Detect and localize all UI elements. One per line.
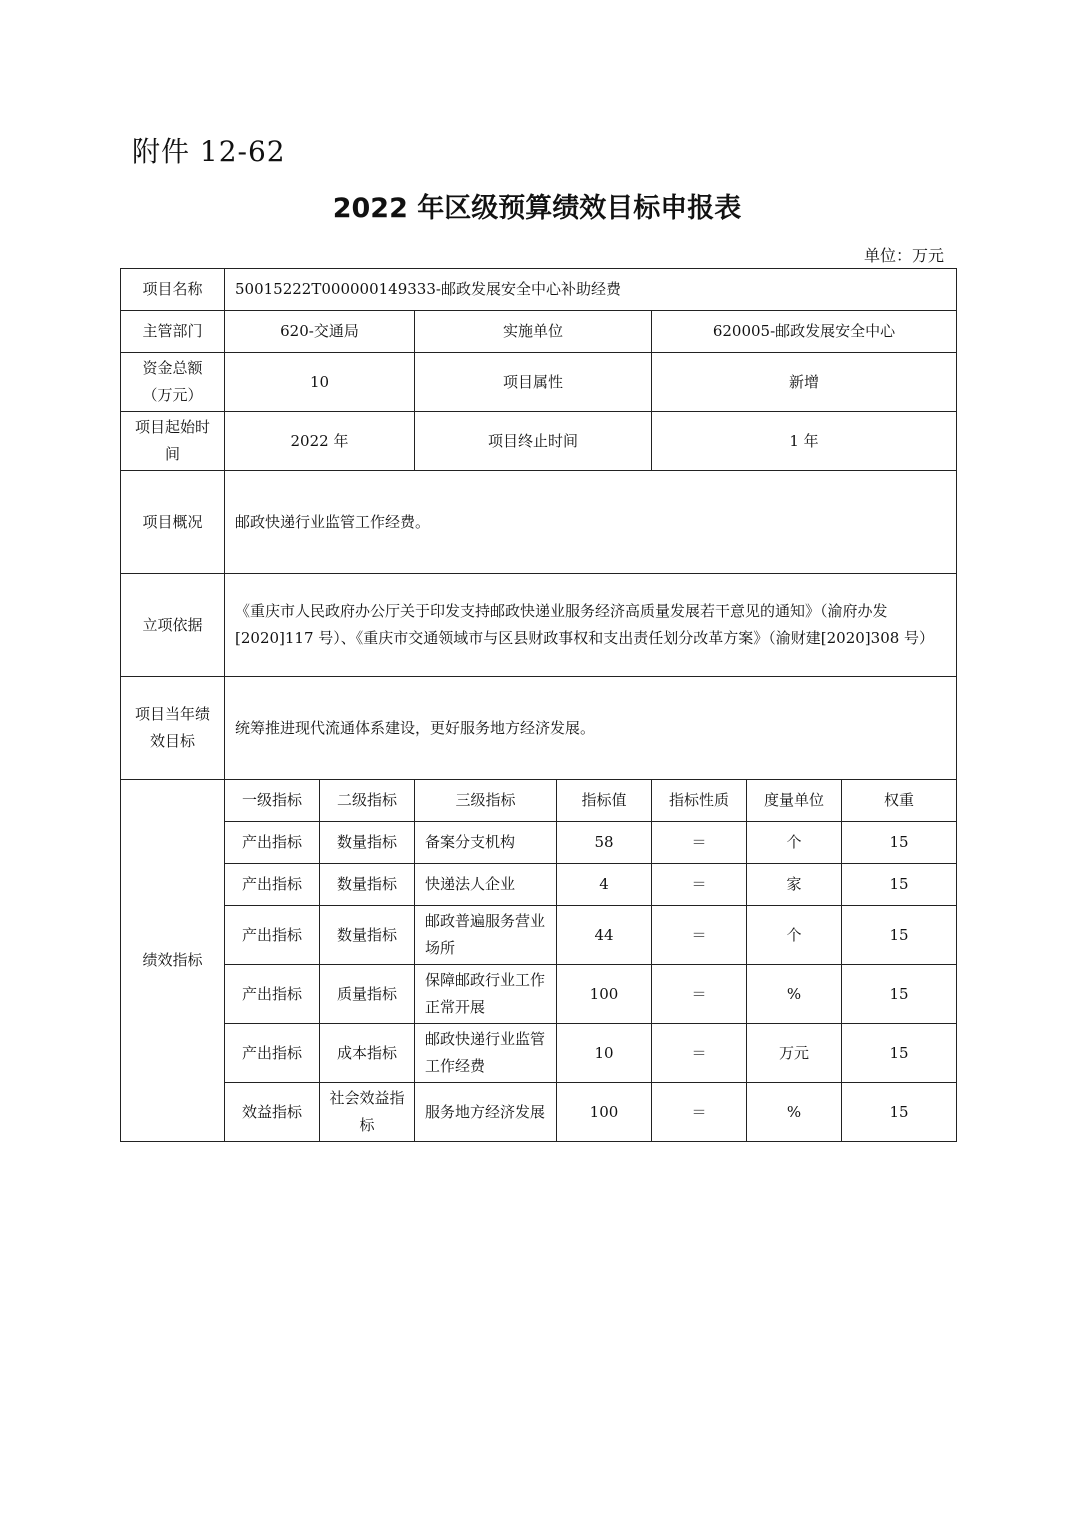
level2-cell: 成本指标: [320, 1024, 415, 1083]
level1-cell: 产出指标: [225, 864, 320, 906]
funds-label-line2: （万元）: [142, 386, 203, 404]
header-level3: 三级指标: [415, 780, 557, 822]
level3-cell: 备案分支机构: [415, 822, 557, 864]
unit-cell: 家: [747, 864, 842, 906]
dept-value: 620-交通局: [225, 311, 415, 353]
level2-cell: 数量指标: [320, 906, 415, 965]
weight-cell: 15: [842, 1083, 957, 1142]
nature-cell: ＝: [652, 1083, 747, 1142]
level1-cell: 产出指标: [225, 965, 320, 1024]
unit-cell: %: [747, 1083, 842, 1142]
budget-target-table: [120, 268, 957, 1142]
dept-label: 主管部门: [121, 311, 225, 353]
funds-label: [121, 353, 225, 412]
goal-label-line1: 项目当年绩: [134, 705, 210, 723]
level2-cell: 数量指标: [320, 864, 415, 906]
basis-value: 《重庆市人民政府办公厅关于印发支持邮政快递业服务经济高质量发展若干意见的通知》（渝府办发[2020]117 号）、《重庆市交通领域市与区县财政事权和支出责任划分改革方案》（渝财建[2020]308 号）: [225, 574, 957, 677]
weight-cell: 15: [842, 864, 957, 906]
nature-cell: ＝: [652, 906, 747, 965]
start-label-line2: 间: [164, 445, 180, 463]
nature-cell: ＝: [652, 965, 747, 1024]
row-basis: [121, 574, 957, 677]
row-project-name: [121, 269, 957, 311]
indicator-row: [121, 1083, 957, 1142]
level3-cell: 服务地方经济发展: [415, 1083, 557, 1142]
overview-label: 项目概况: [121, 471, 225, 574]
indicator-row: [121, 822, 957, 864]
attachment-number: 附件 12-62: [132, 135, 286, 168]
level1-cell: 产出指标: [225, 906, 320, 965]
header-weight: 权重: [842, 780, 957, 822]
level3-cell: 保障邮政行业工作正常开展: [415, 965, 557, 1024]
value-cell: 100: [557, 965, 652, 1024]
level2-cell: 质量指标: [320, 965, 415, 1024]
level1-cell: 效益指标: [225, 1083, 320, 1142]
level2-cell: 社会效益指标: [320, 1083, 415, 1142]
level3-cell: 邮政普遍服务营业场所: [415, 906, 557, 965]
row-goal: [121, 677, 957, 780]
overview-value: 邮政快递行业监管工作经费。: [225, 471, 957, 574]
unit-cell: %: [747, 965, 842, 1024]
start-label-line1: 项目起始时: [134, 418, 210, 436]
impl-value: 620005-邮政发展安全中心: [652, 311, 957, 353]
level2-cell: 数量指标: [320, 822, 415, 864]
row-period: [121, 412, 957, 471]
row-overview: [121, 471, 957, 574]
weight-cell: 15: [842, 965, 957, 1024]
header-level1: 一级指标: [225, 780, 320, 822]
unit-cell: 个: [747, 906, 842, 965]
weight-cell: 15: [842, 1024, 957, 1083]
indicator-row: [121, 906, 957, 965]
end-value: 1 年: [652, 412, 957, 471]
level1-cell: 产出指标: [225, 1024, 320, 1083]
basis-label: 立项依据: [121, 574, 225, 677]
attr-value: 新增: [652, 353, 957, 412]
unit-note: 单位：万元: [863, 246, 944, 265]
value-cell: 44: [557, 906, 652, 965]
indicator-row: [121, 1024, 957, 1083]
goal-label: [121, 677, 225, 780]
header-unit: 度量单位: [747, 780, 842, 822]
goal-value: 统筹推进现代流通体系建设，更好服务地方经济发展。: [225, 677, 957, 780]
header-value: 指标值: [557, 780, 652, 822]
indicator-row: [121, 965, 957, 1024]
level1-cell: 产出指标: [225, 822, 320, 864]
project-name-value: 50015222T000000149333-邮政发展安全中心补助经费: [225, 269, 957, 311]
value-cell: 100: [557, 1083, 652, 1142]
weight-cell: 15: [842, 906, 957, 965]
page-title: 2022 年区级预算绩效目标申报表: [332, 193, 742, 224]
row-funds: [121, 353, 957, 412]
start-value: 2022 年: [225, 412, 415, 471]
value-cell: 58: [557, 822, 652, 864]
indicator-header-row: [121, 780, 957, 822]
funds-value: 10: [225, 353, 415, 412]
nature-cell: ＝: [652, 1024, 747, 1083]
value-cell: 4: [557, 864, 652, 906]
funds-label-line1: 资金总额: [142, 359, 203, 377]
weight-cell: 15: [842, 822, 957, 864]
unit-cell: 万元: [747, 1024, 842, 1083]
attr-label: 项目属性: [415, 353, 652, 412]
start-label: [121, 412, 225, 471]
row-department: [121, 311, 957, 353]
indicators-section-label: 绩效指标: [121, 780, 225, 1142]
nature-cell: ＝: [652, 822, 747, 864]
project-name-label: 项目名称: [121, 269, 225, 311]
nature-cell: ＝: [652, 864, 747, 906]
header-nature: 指标性质: [652, 780, 747, 822]
level3-cell: 邮政快递行业监管工作经费: [415, 1024, 557, 1083]
indicator-row: [121, 864, 957, 906]
header-level2: 二级指标: [320, 780, 415, 822]
impl-label: 实施单位: [415, 311, 652, 353]
end-label: 项目终止时间: [415, 412, 652, 471]
goal-label-line2: 效目标: [149, 732, 195, 750]
unit-cell: 个: [747, 822, 842, 864]
level3-cell: 快递法人企业: [415, 864, 557, 906]
value-cell: 10: [557, 1024, 652, 1083]
